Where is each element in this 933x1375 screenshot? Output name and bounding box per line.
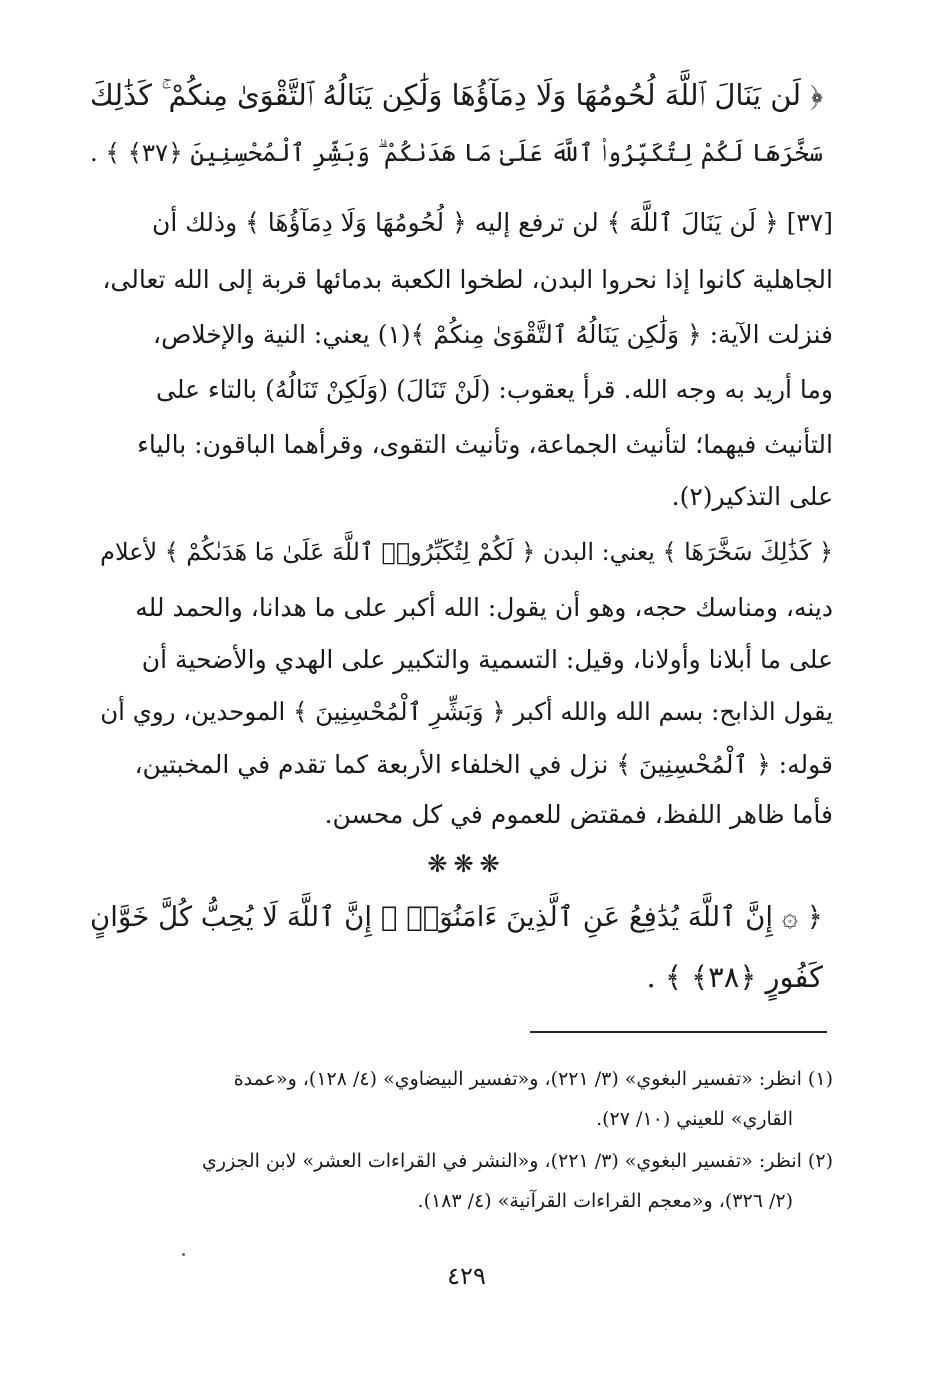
scan-speck: [182, 1253, 185, 1256]
text-line: على ما أبلانا وأولانا، وقيل: التسمية والتكبير على الهدي والأضحية أن: [141, 645, 833, 674]
verse-line: ﴿ ۞ إِنَّ ٱللَّهَ يُدَٰفِعُ عَنِ ٱلَّذِينَ ءَامَنُوٓا۟ ۗ إِنَّ ٱللَّهَ لَا يُحِبُّ كُلَّ خَوَّانٍ: [90, 900, 823, 933]
footnote-divider: [530, 1031, 827, 1033]
text-line: فنزلت الآية: ﴿ وَلَٰكِن يَنَالُهُ ٱلتَّقْوَىٰ مِنكُمْ ﴾(١) يعني: النية والإخلاص،: [153, 320, 833, 349]
text-line: دينه، ومناسك حجه، وهو أن يقول: الله أكبر على ما هدانا، والحمد لله: [135, 593, 833, 622]
verse-line: كَفُورٍ ﴿٣٨﴾ ﴾ .: [646, 960, 823, 994]
text-line: وما أريد به وجه الله. قرأ يعقوب: (لَنْ تَنَالَ) (وَلَكِنْ تَنَالُهُ) بالتاء على: [155, 375, 833, 404]
text-line: [٣٧] ﴿ لَن يَنَالَ ٱللَّهَ ﴾ لن ترفع إليه ﴿ لُحُومُهَا وَلَا دِمَآؤُهَا ﴾ وذلك أن: [152, 208, 833, 237]
text-line: فأما ظاهر اللفظ، فمقتض للعموم في كل محسن.: [324, 800, 833, 829]
footnote-line: (٢) انظر: «تفسير البغوي» (٣/ ٢٢١)، و«النشر في القراءات العشر» لابن الجزري: [202, 1150, 833, 1172]
footnote-line: (٢/ ٣٢٦)، و«معجم القراءات القرآنية» (٤/ ١٨٣).: [417, 1190, 793, 1212]
text-line: ﴿ كَذَٰلِكَ سَخَّرَهَا ﴾ يعني: البدن ﴿ لَكُمْ لِتُكَبِّرُوا۟ ٱللَّهَ عَلَىٰ مَا هَدَىٰكُمْ ﴾ لأعلام: [100, 538, 833, 566]
footnote-line: (١) انظر: «تفسير البغوي» (٣/ ٢٢١)، و«تفسير البيضاوي» (٤/ ١٢٨)، و«عمدة: [233, 1068, 833, 1090]
text-line: يقول الذابح: بسم الله والله أكبر ﴿ وَبَشِّرِ ٱلْمُحْسِنِينَ ﴾ الموحدين، روي أن: [100, 697, 833, 726]
text-line: على التذكير(٢).: [671, 482, 833, 511]
text-line: الجاهلية كانوا إذا نحروا البدن، لطخوا الكعبة بدمائها قربة إلى الله تعالى،: [102, 265, 833, 294]
section-separator: ❋❋❋: [427, 850, 506, 878]
page-number: ٤٢٩: [447, 1262, 486, 1290]
text-line: قوله: ﴿ ٱلْمُحْسِنِينَ ﴾ نزل في الخلفاء الأربعة كما تقدم في المخبتين،: [134, 750, 833, 779]
verse-line: سَخَّرَهَا لَكُمْ لِتُكَبِّرُوا۟ ٱللَّهَ عَلَىٰ مَا هَدَىٰكُمْ ۗ وَبَشِّرِ ٱلْمُحْسِنِينَ ﴿٣٧﴾ ﴾ .: [89, 138, 823, 167]
footnote-line: القاري» للعيني (١٠/ ٢٧).: [596, 1108, 793, 1130]
verse-line: ﴿ لَن يَنَالَ ٱللَّهَ لُحُومُهَا وَلَا دِمَآؤُهَا وَلَٰكِن يَنَالُهُ ٱلتَّقْوَىٰ مِنكُمْ ۚ كَذَٰلِكَ: [89, 78, 823, 112]
text-line: التأنيث فيهما؛ لتأنيث الجماعة، وتأنيث التقوى، وقرأهما الباقون: بالياء: [137, 430, 833, 459]
